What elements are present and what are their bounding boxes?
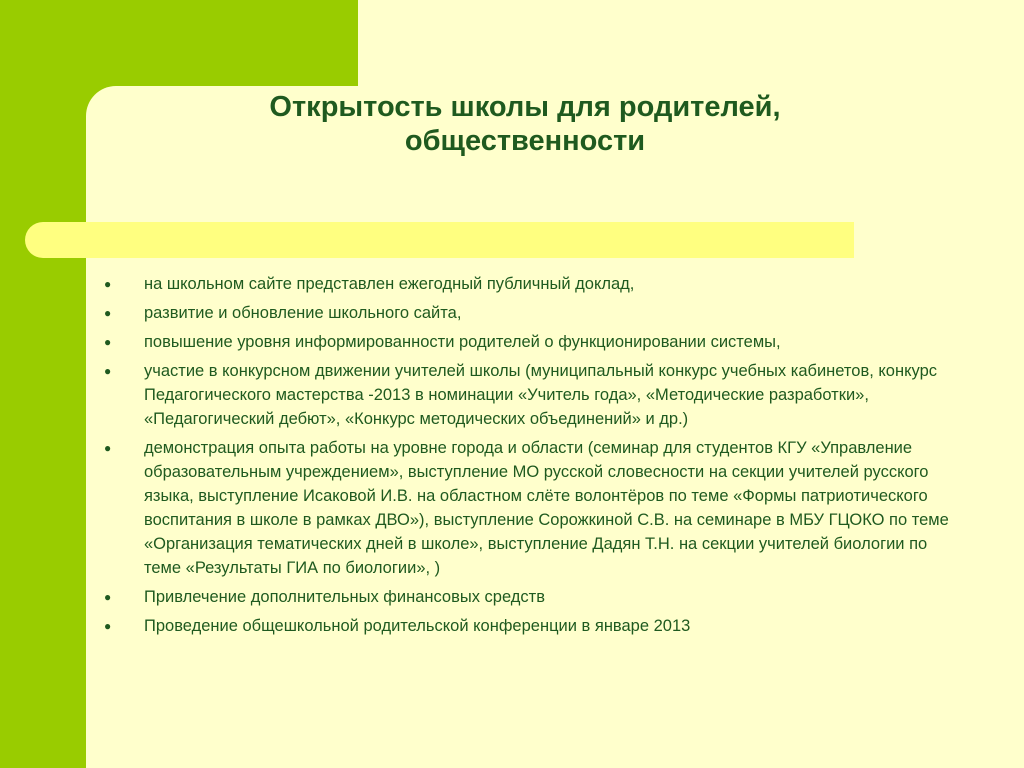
bullet-text: на школьном сайте представлен ежегодный публичный доклад, [144, 275, 635, 293]
bullet-dot-icon: ● [104, 619, 112, 633]
title-line-2: общественности [404, 125, 646, 157]
bullet-text: повышение уровня информированности родителей о функционировании системы, [144, 333, 781, 351]
bullet-item [100, 301, 960, 325]
decorative-band [25, 222, 854, 258]
bullet-item [100, 330, 960, 354]
bullet-dot-icon: ● [104, 364, 112, 378]
bullet-item [100, 436, 960, 580]
bullet-dot-icon: ● [104, 441, 112, 455]
bullet-list [100, 272, 960, 643]
bullet-text: Проведение общешкольной родительской конференции в январе 2013 [144, 617, 691, 635]
slide-title [180, 90, 870, 158]
bullet-dot-icon: ● [104, 335, 112, 349]
title-line-1: Открытость школы для родителей, [269, 91, 781, 123]
bullet-text: развитие и обновление школьного сайта, [144, 304, 462, 322]
bullet-dot-icon: ● [104, 306, 112, 320]
bullet-dot-icon: ● [104, 590, 112, 604]
bullet-text: демонстрация опыта работы на уровне города и области (семинар для студентов КГУ «Управление образовательным учреждением», выступление МО русской словесности на секции учителей русского языка, выступление Исаковой И.В. на областном слёте волонтёров по теме «Формы патриотического воспитания в школе в рамках ДВО»), выступление Сорожкиной С.В. на семинаре в МБУ ГЦОКО по теме «Организация тематических дней в школе», выступление Дадян Т.Н. на секции учителей биологии по теме «Результаты ГИА по биологии», ) [144, 439, 949, 577]
bullet-item [100, 614, 960, 638]
bullet-text: участие в конкурсном движении учителей школы (муниципальный конкурс учебных кабинетов, конкурс Педагогического мастерства -2013 в номинации «Учитель года», «Методические разработки», «Педагогический дебют», «Конкурс методических объединений» и др.) [144, 362, 937, 428]
bullet-dot-icon: ● [104, 277, 112, 291]
bullet-item [100, 272, 960, 296]
bullet-text: Привлечение дополнительных финансовых средств [144, 588, 546, 606]
bullet-item [100, 585, 960, 609]
bullet-item [100, 359, 960, 431]
